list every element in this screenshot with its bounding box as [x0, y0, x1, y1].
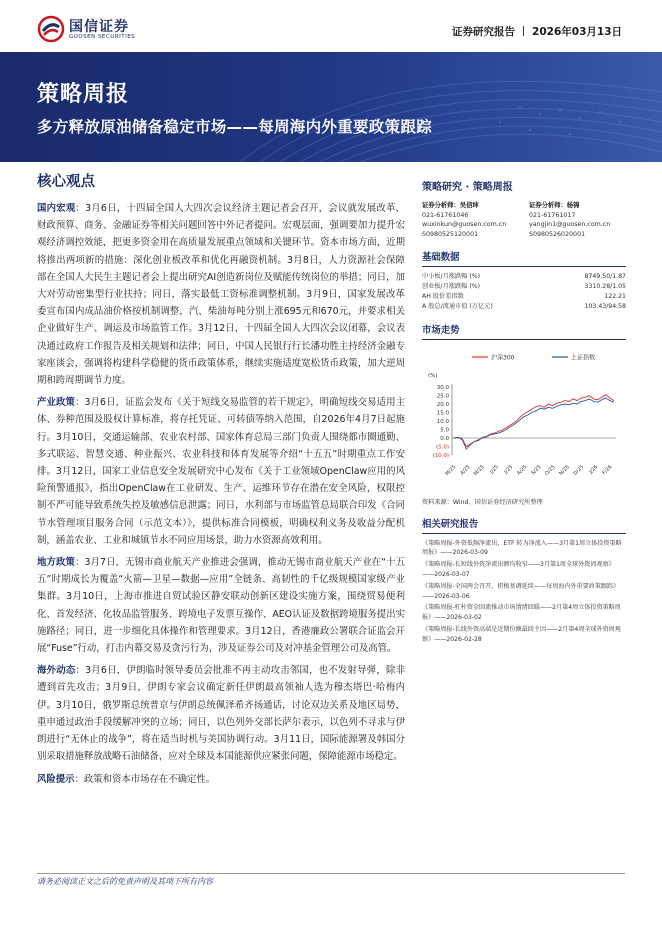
- paragraph-overseas: [37, 662, 405, 765]
- y-tick-label: 30.0: [436, 384, 449, 391]
- basic-data-label: 创业板/月涨跌幅 (%): [422, 283, 481, 291]
- basic-data-value: 3310.28/1.05: [584, 283, 626, 291]
- report-date: 2026年03月13日: [532, 26, 622, 38]
- sidebar: [422, 178, 626, 647]
- x-tick-label: N/25: [558, 463, 571, 477]
- analyst-role: 证券分析师：: [529, 202, 567, 209]
- logo-mark-icon: [37, 15, 65, 43]
- related-report-date: ——2026-03-02: [434, 614, 482, 622]
- title-banner: [0, 52, 662, 162]
- related-report-item[interactable]: [422, 625, 626, 645]
- x-tick-label: J/25: [488, 463, 500, 475]
- related-report-item[interactable]: [422, 603, 626, 623]
- basic-data-row: [422, 272, 626, 282]
- report-meta: [452, 24, 622, 39]
- report-title: 策略周报: [37, 82, 130, 107]
- x-tick-label: A/25: [459, 463, 472, 477]
- market-trend-title: 市场走势: [422, 322, 626, 340]
- analyst-phone: 021-61761046: [422, 211, 469, 219]
- basic-data-label: A 股总/流通市值 (万亿元): [422, 302, 493, 310]
- basic-data-value: 8749.50/1.87: [584, 273, 626, 281]
- related-report-item[interactable]: [422, 539, 626, 559]
- paragraph-text: ：3月6日，十四届全国人大四次会议经济主题记者会召开，会议就发展改革、财政预算、商务、金融证券等相关问题回答中外记者提问。宏观层面，强调要加力提升宏观经济调控效能，把更多资金用在高质量发展重点领域和关键环节。资本市场方面，近期将推出两项新的措施：深化创业板改革和优化再融资机制。3月8日，人力资源社会保障部在全国人大民生主题记者会上提出研究AI创造新岗位及赋能传统岗位的举措；同日，加大对劳动密集型行业扶持；同日，落实最低工资标准调整机制。3月9日，国家发展改革委宣布国内成品油价格按机制调整，汽、柴油每吨分别上涨695元和670元，并要求相关企业做好生产、调运及市场监管工作。3月12日，十四届全国人大四次会议闭幕，会议表决通过政府工作报告及相关规划和法律；同日，中国人民银行行长潘功胜主持经济金融专家座谈会，强调将构建科学稳健的货币政策体系，继续实施适度宽松货币政策，加大逆周期和跨周期调节力度。: [37, 203, 405, 387]
- sidebar-heading: 策略研究 · 策略周报: [422, 182, 513, 193]
- analyst-role-line: [529, 201, 626, 211]
- legend-label: 上证指数: [571, 354, 596, 362]
- x-tick-label: J/25: [503, 463, 515, 475]
- paragraph-domestic-macro: [37, 200, 405, 389]
- analyst-phone: 021-61761017: [529, 211, 576, 219]
- analyst-email[interactable]: yangjin1@guosen.com.cn: [529, 221, 611, 229]
- market-trend-chart: [422, 345, 626, 495]
- report-type: 证券研究报告: [452, 26, 516, 38]
- basic-data-value: 103.43/94.58: [584, 302, 626, 310]
- analyst-license: S0980525120001: [422, 230, 479, 238]
- related-report-title: 《策略周报-长线外资高端是近期份额最回主因——2月第4周全球外资周观察》: [422, 625, 621, 643]
- related-reports-title: 相关研究报告: [422, 516, 626, 534]
- related-report-title: 《策略周报-外资低频净流出，ETF 转为净流入——3月第1周立体投资策略周报》: [422, 539, 622, 557]
- paragraph-label: 风险提示: [37, 773, 75, 785]
- related-report-title: 《策略周报-长短线外资净流出额均收窄——3月第1周全球外资周观察》: [422, 561, 615, 569]
- core-views-section: [37, 170, 405, 793]
- y-tick-label: 5.0: [440, 427, 449, 434]
- paragraph-label: 产业政策: [37, 397, 75, 409]
- basic-data-title: 基础数据: [422, 249, 626, 267]
- paragraph-local-policy: [37, 554, 405, 657]
- page-header: [0, 0, 662, 52]
- divider: [523, 26, 524, 36]
- basic-data-row: [422, 292, 626, 302]
- related-report-item[interactable]: [422, 560, 626, 580]
- paragraph-text: ：政策和资本市场存在不确定性。: [74, 773, 216, 785]
- x-tick-label: A/25: [515, 463, 529, 477]
- x-tick-label: M/25: [444, 463, 458, 477]
- related-report-date: ——2026-03-07: [422, 570, 470, 578]
- chart-source-note: 资料来源：Wind、国信证券经济研究所整理: [422, 498, 543, 506]
- series-line: [454, 398, 614, 447]
- basic-data-row: [422, 282, 626, 292]
- y-tick-label: 25.0: [436, 393, 449, 400]
- basic-data-table: [422, 272, 626, 311]
- related-report-date: ——2026-02-28: [434, 635, 482, 643]
- analyst-license: S0980526020001: [529, 230, 586, 238]
- trend-chart-svg: [422, 345, 626, 495]
- logo-name-cn: 国信证券: [69, 19, 129, 35]
- basic-data-label: 中小板/月涨跌幅 (%): [422, 273, 481, 281]
- paragraph-label: 地方政策: [37, 557, 75, 569]
- x-tick-label: S/25: [530, 463, 543, 476]
- footer-disclaimer: 请务必阅读正文之后的免责声明及其项下所有内容: [37, 877, 213, 886]
- footer-divider: [37, 873, 625, 874]
- paragraph-industry-policy: [37, 394, 405, 549]
- analyst-name: 杨锦: [566, 202, 580, 209]
- paragraph-risk: [37, 771, 405, 788]
- basic-data-label: AH 股价差指数: [422, 292, 464, 300]
- analyst-role-line: [422, 201, 519, 211]
- x-tick-label: M/25: [472, 463, 486, 477]
- paragraph-label: 海外动态: [37, 665, 76, 677]
- basic-data-row: [422, 302, 626, 312]
- y-axis-label: (%): [428, 372, 438, 379]
- x-tick-label: F/26: [601, 463, 614, 476]
- x-tick-label: O/25: [543, 463, 557, 477]
- section-title: 核心观点: [37, 174, 95, 190]
- y-tick-label: 15.0: [436, 410, 449, 417]
- paragraph-text: ：3月7日，无锡市商业航天产业推进会强调，推动无锡市商业航天产业在“十五五”时期成长为覆盖“火箭—卫星—数据—应用”全链条、高韧性的千亿级规模国家级产业集群。3月10日，上海市推进自贸试验区静安联动创新区建设实施方案，围绕贸易便利化、首发经济、化妆品监管服务、跨境电子发票互操作、AEO认证及数据跨境服务提出实施路径；同日，进一步细化具体操作和管理要求。3月12日，香港廉政公署联合证监会开展“Fuse”行动，打击内幕交易及贪污行为，涉及证券公司及对冲基金管理公司及高管。: [37, 557, 405, 655]
- analyst-list: [422, 201, 626, 239]
- series-line: [454, 394, 614, 448]
- paragraph-text: ：3月6日，证监会发布《关于短线交易监管的若干规定》，明确短线交易适用主体、券种范围及股权计算标准，将存托凭证、可转债等纳入范围，自2026年4月7日起施行。3月10日，交通运输部、农业农村部、国家体育总局三部门负责人围绕都市圈通勤、多式联运、智慧交通、种业振兴、农业科技和体育发展等介绍“十五五”时期重点工作安排。3月12日，国家工业信息安全发展研究中心发布《关于工业领域OpenClaw应用的风险预警通报》，指出OpenClaw在工业研发、生产、运维环节存在潜在安全风险，权限控制不严可能导致系统失控及敏感信息泄露；同日，水利部与市场监管总局联合印发《合同节水管理项目服务合同（示范文本）》，提供标准合同模板，明确权利义务及收益分配机制，涵盖农业、工业和城镇节水不同应用场景，助力水资源高效利用。: [37, 397, 405, 546]
- analyst-card: [529, 201, 626, 239]
- x-tick-label: D/25: [572, 463, 586, 477]
- analyst-card: [422, 201, 519, 239]
- paragraph-text: ：3月6日，伊朗临时领导委员会批准不再主动攻击邻国，也不发射导弹，除非遭到首先攻击；3月9日，伊朗专家会议确定新任伊朗最高领袖人选为穆杰塔巴·哈梅内伊。3月10日，俄罗斯总统普京与伊朗总统佩泽希齐扬通话，讨论双边关系及地区局势，重申通过政治手段缓解冲突的立场；同日，以色列外交部长萨尔表示，以色列不寻求与伊朗进行“无休止的战争”，将在适当时机与美国协调行动。3月11日，国际能源署及韩国分别采取措施释放战略石油储备，应对全球及本国能源供应紧张问题，保障能源市场稳定。: [37, 665, 405, 763]
- report-subtitle: 多方释放原油储备稳定市场——每周海内外重要政策跟踪: [37, 118, 433, 136]
- y-tick-label: 0.0: [440, 435, 449, 442]
- y-tick-label: (10.0): [432, 452, 449, 459]
- paragraph-label: 国内宏观: [37, 203, 76, 214]
- y-tick-label: (5.0): [435, 444, 449, 451]
- y-tick-label: 20.0: [436, 401, 449, 408]
- related-report-date: ——2026-03-09: [440, 549, 488, 557]
- analyst-role: 证券分析师：: [422, 202, 460, 209]
- y-tick-label: 10.0: [436, 418, 449, 425]
- related-reports-list: [422, 539, 626, 645]
- basic-data-value: 122.21: [604, 292, 626, 300]
- related-report-item[interactable]: [422, 582, 626, 602]
- related-report-title: 《策略周报-杠杆资金回流推动市场情绪回暖——2月第4周立体投资策略周报》: [422, 604, 621, 622]
- x-tick-label: J/26: [588, 463, 600, 475]
- analyst-name: 吴信坤: [459, 202, 479, 209]
- company-logo: [37, 15, 147, 45]
- related-report-date: ——2026-03-06: [422, 592, 470, 600]
- logo-name-en: GUOSEN SECURITIES: [69, 34, 136, 40]
- related-report-title: 《策略周报-全国两会召开，积极基调延续——每周海内外重要政策跟踪》: [422, 582, 620, 590]
- analyst-email[interactable]: wuxinkun@guosen.com.cn: [422, 221, 507, 229]
- legend-label: 沪深300: [491, 354, 515, 362]
